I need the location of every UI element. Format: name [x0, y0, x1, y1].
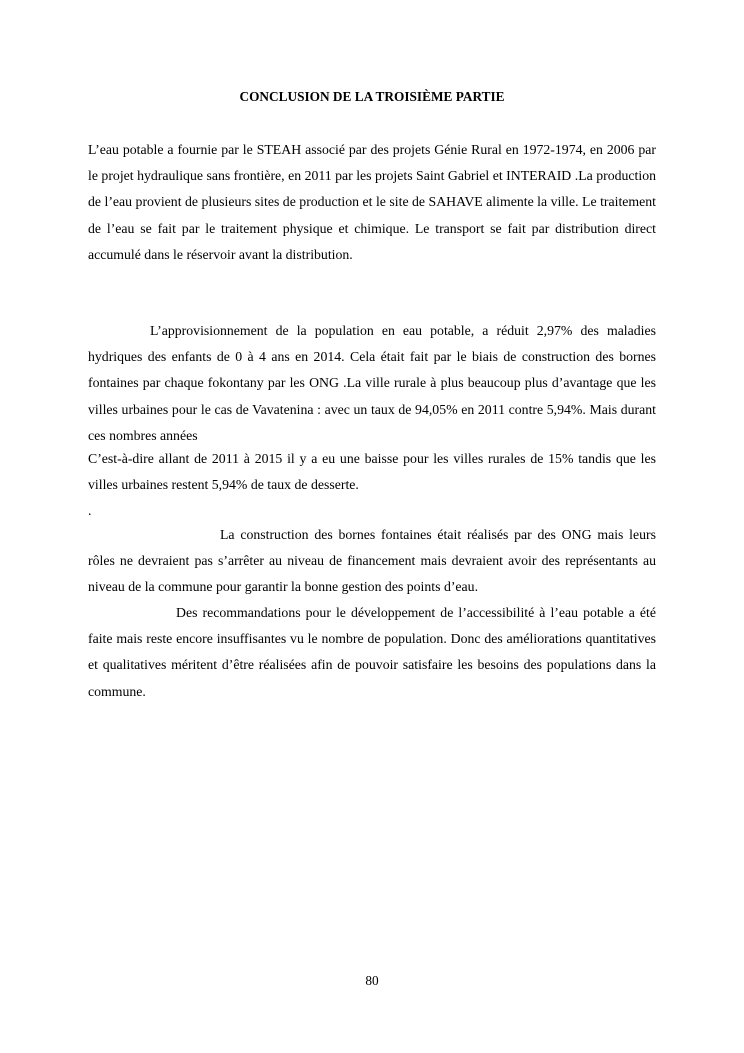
- paragraph-population-supply: L’approvisionnement de la population en eau potable, a réduit 2,97% des maladies hydriques des enfants de 0 à 4 ans en 2014. Cela était fait par le biais de construction des bornes fontaines par chaque fokontany par les ONG .La ville rurale à plus beaucoup plus d’avantage que les villes urbaines pour le cas de Vavatenina : avec un taux de 94,05% en 2011 contre 5,94%. Mais durant ces nombres années: [88, 323, 656, 443]
- section-title: CONCLUSION DE LA TROISIÈME PARTIE: [239, 89, 505, 104]
- page-number: 80: [365, 973, 379, 988]
- paragraph-ngo-role: La construction des bornes fontaines était réalisés par des ONG mais leurs rôles ne devraient pas s’arrêter au niveau de financement mais devraient avoir des représentants au niveau de la commune pour garantir la bonne gestion des points d’eau.: [88, 527, 656, 595]
- paragraph-water-supply-history: L’eau potable a fournie par le STEAH associé par des projets Génie Rural en 1972-1974, en 2006 par le projet hydraulique sans frontière, en 2011 par les projets Saint Gabriel et INTERAID .La production de l’eau provient de plusieurs sites de production et le site de SAHAVE alimente la ville. Le traitement de l’eau se fait par le traitement physique et chimique. Le transport se fait par distribution direct accumulé dans le réservoir avant la distribution.: [88, 142, 656, 262]
- paragraph-rural-urban-trend: C’est-à-dire allant de 2011 à 2015 il y a eu une baisse pour les villes rurales de 15% tandis que les villes urbaines restent 5,94% de taux de desserte.: [88, 451, 656, 493]
- paragraph-stray-dot: .: [88, 503, 92, 518]
- paragraph-recommendations: Des recommandations pour le développement de l’accessibilité à l’eau potable a été faite mais reste encore insuffisantes vu le nombre de population. Donc des améliorations quantitatives et qualitatives méritent d’être réalisées afin de pouvoir satisfaire les besoins des populations dans la commune.: [88, 605, 656, 699]
